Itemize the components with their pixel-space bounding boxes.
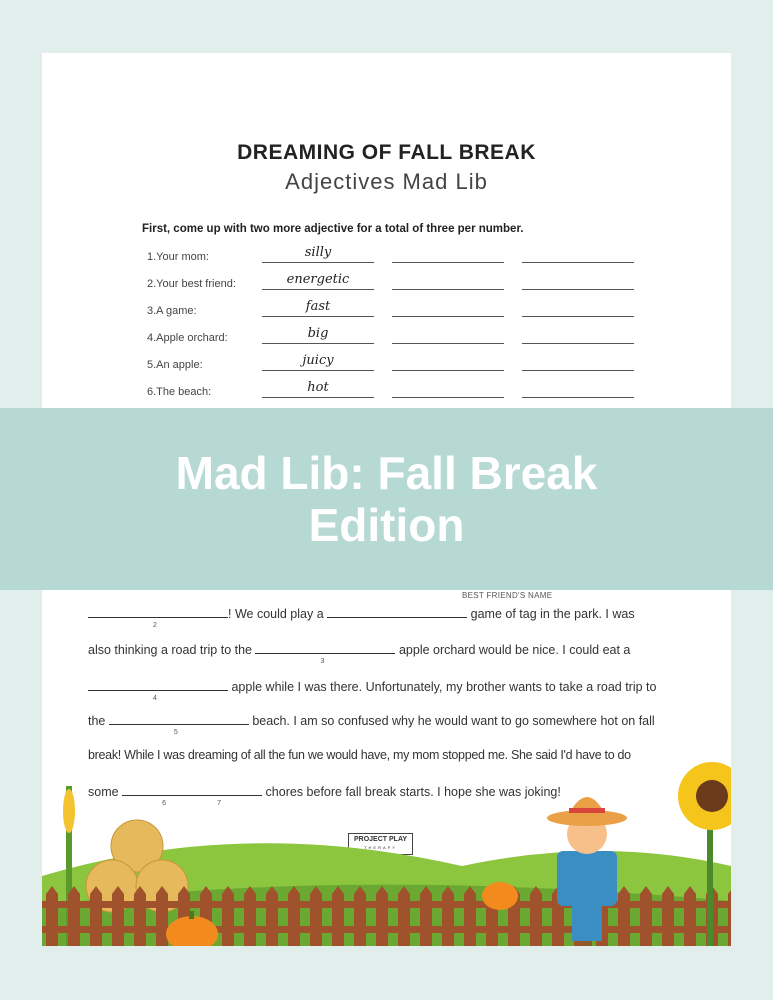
blank-field[interactable] [88,679,228,702]
answer-field[interactable] [522,245,634,263]
prompt-label: 4.Apple orchard: [147,332,228,344]
prompt-label: 6.The beach: [147,386,212,398]
prompt-row [147,272,647,292]
fence-picket [244,886,256,946]
blank-number: 2 [153,622,157,629]
blank-number: 6 [162,800,166,807]
prompt-row [147,353,647,373]
fence-picket [134,886,146,946]
fence-picket [68,886,80,946]
blank-number: 3 [320,658,325,665]
fence-picket [288,886,300,946]
fence-picket [442,886,454,946]
story-line: also thinking a road trip to the 3 apple orchard would be nice. I could eat a [88,643,631,665]
answer-field[interactable] [522,299,634,317]
prompt-label: 1.Your mom: [147,251,209,263]
prompt-row [147,326,647,346]
answer-field[interactable]: energetic [262,272,374,290]
story-line: some 6 7 chores before fall break starts. I hope she was joking! [88,785,561,807]
worksheet-subtitle: Adjectives Mad Lib [285,169,488,194]
pumpkin-icon [482,882,518,910]
fence-picket [332,886,344,946]
fence-picket [420,886,432,946]
title-banner [0,408,773,590]
answer-field[interactable] [522,353,634,371]
answer-field[interactable] [392,380,504,398]
blank-field[interactable] [109,713,249,736]
answer-field[interactable]: silly [262,245,374,263]
prompt-row [147,245,647,265]
prompt-row [147,380,647,400]
prompt-row [147,299,647,319]
fence-picket [530,886,542,946]
blank-field[interactable] [255,642,395,665]
answer-field[interactable] [522,326,634,344]
answer-field[interactable] [392,299,504,317]
worksheet-title: DREAMING OF FALL BREAK [237,141,536,164]
fence-picket [156,886,168,946]
answer-field[interactable] [392,245,504,263]
fence-picket [354,886,366,946]
fence-picket [112,886,124,946]
answer-field[interactable]: hot [262,380,374,398]
fence-picket [640,886,652,946]
banner-title: Mad Lib: Fall Break Edition [175,447,598,551]
fence-picket [618,886,630,946]
blank-number: 7 [217,800,221,807]
fence-picket [398,886,410,946]
best-friend-name-label: BEST FRIEND'S NAME [462,591,553,600]
instructions: First, come up with two more adjective for a total of three per number. [142,223,524,235]
fence-picket [684,886,696,946]
fence-picket [46,886,58,946]
fence-picket [662,886,674,946]
fence-picket [728,886,731,946]
blank-number: 5 [173,729,178,736]
prompt-label: 2.Your best friend: [147,278,236,290]
fence [42,886,731,946]
fence-picket [90,886,102,946]
fence-picket [222,886,234,946]
fall-scene-illustration [42,756,731,946]
prompt-label: 5.An apple: [147,359,203,371]
answer-field[interactable]: fast [262,299,374,317]
story-line: 2 ! We could play a game of tag in the park. I was [88,606,728,622]
fence-picket [310,886,322,946]
answer-field[interactable] [522,380,634,398]
answer-field[interactable] [392,353,504,371]
answer-field[interactable]: big [262,326,374,344]
story-line: 4 apple while I was there. Unfortunately, my brother wants to take a road trip to [88,679,728,695]
story-line: the 5 beach. I am so confused why he would want to go somewhere hot on fall [88,714,655,736]
blank-field[interactable] [88,606,228,629]
answer-field[interactable] [522,272,634,290]
project-play-therapy-logo: PROJECT PLAY THERAPY [348,833,413,855]
prompt-label: 3.A game: [147,305,197,317]
fence-picket [464,886,476,946]
blank-number: 4 [153,695,157,702]
fence-picket [376,886,388,946]
blank-field[interactable] [327,606,467,618]
answer-field[interactable] [392,272,504,290]
answer-field[interactable]: juicy [262,353,374,371]
fence-picket [266,886,278,946]
answer-field[interactable] [392,326,504,344]
story-line: break! While I was dreaming of all the fun we would have, my mom stopped me. She said I'd have to do [88,748,631,762]
